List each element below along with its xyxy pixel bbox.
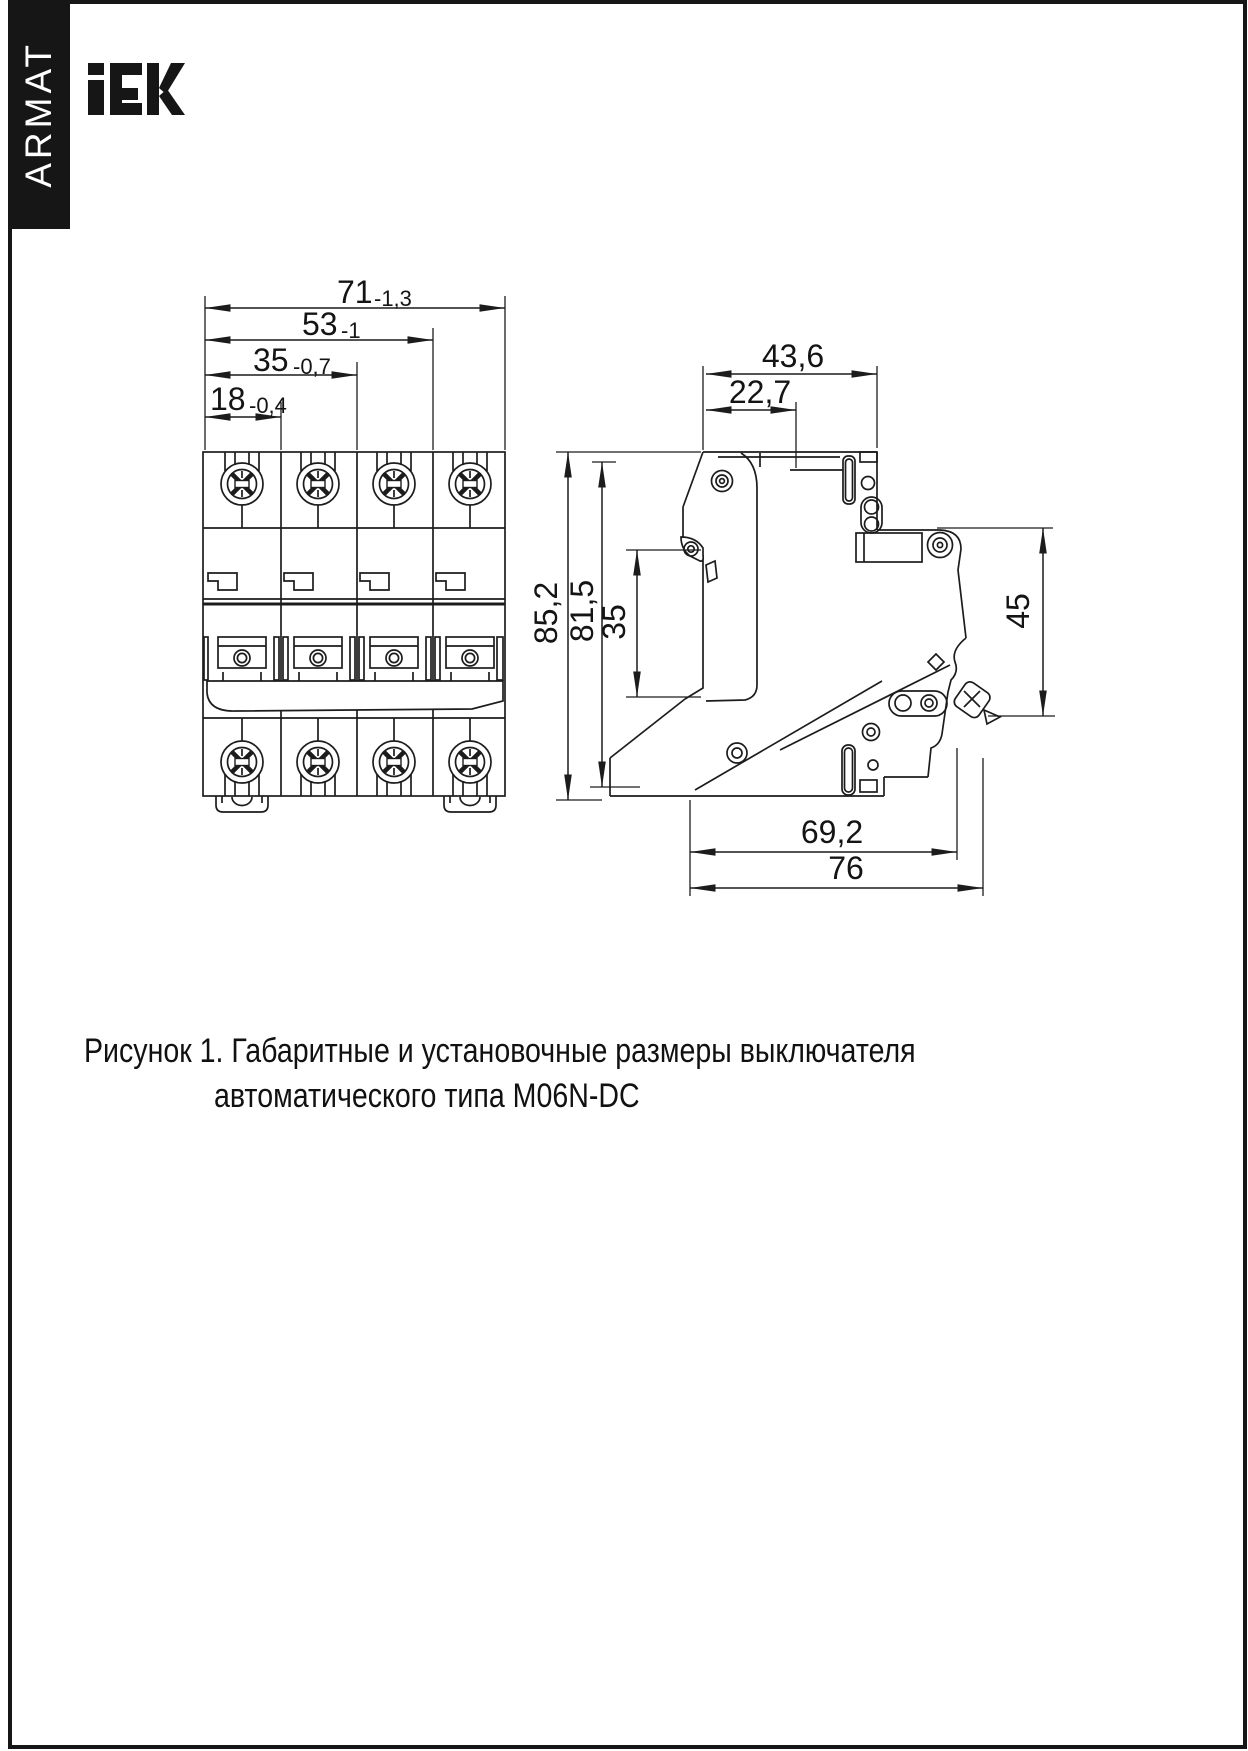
figure-caption-line1: Рисунок 1. Габаритные и установочные размеры выключателя [84,1032,916,1070]
side-view-dimensions [528,338,1055,896]
dim-71-tolerance: -1,3 [374,286,412,311]
dim-81-5: 81,5 [564,579,600,643]
dim-18-value: 18 [210,381,246,417]
dim-35-value: 35 [253,342,289,378]
pole-2 [284,452,342,796]
dim-53-value: 53 [302,306,338,342]
dim-69-2: 69,2 [800,814,864,850]
dim-71-value: 71 [337,274,373,310]
dim-43-6: 43,6 [761,338,825,374]
dim-76: 76 [828,850,864,886]
mounting-foot-left [216,796,268,812]
pole-3 [360,452,418,796]
figure-caption-line2: автоматического типа M06N-DC [214,1077,640,1115]
dim-18-tolerance: -0,4 [249,393,287,418]
pole-4 [436,452,494,796]
dim-35-side: 35 [596,604,632,640]
dim-53-tolerance: -1 [341,318,361,343]
pole-1 [208,452,266,796]
front-view-dimensions [205,274,505,450]
dim-45: 45 [1000,593,1036,629]
handle-tie-bar [207,681,503,711]
side-view-drawing [528,338,1055,896]
dim-22-7: 22,7 [728,374,792,410]
front-view-drawing [203,274,505,812]
dim-85-2: 85,2 [528,581,564,645]
mounting-foot-right [444,796,496,812]
armat-label: ARMAT [18,41,59,188]
din-latch-screw [952,680,1000,724]
dim-35-tolerance: -0,7 [293,354,331,379]
